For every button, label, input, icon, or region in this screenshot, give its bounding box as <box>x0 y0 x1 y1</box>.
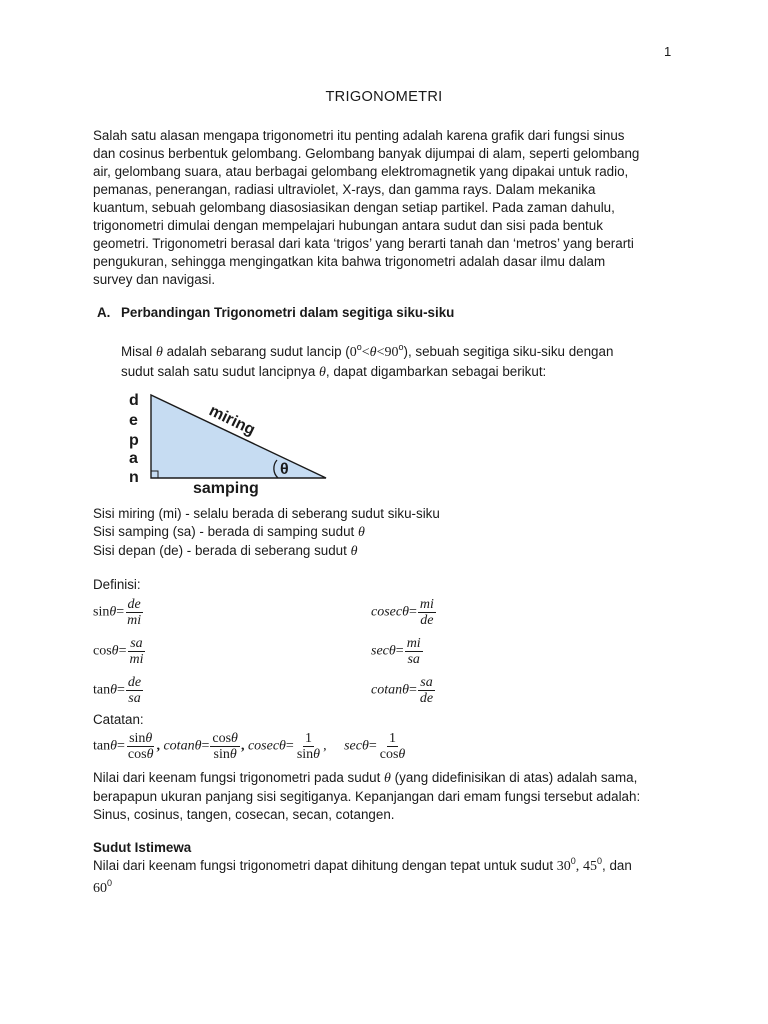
section-a-title: Perbandingan Trigonometri dalam segitiga siku-siku <box>121 305 455 320</box>
para-text: Nilai dari keenam fungsi trigonometri pada sudut <box>93 770 381 785</box>
depan-letter: n <box>129 469 139 486</box>
theta-symbol: θ <box>146 747 154 762</box>
degree: o <box>398 342 404 352</box>
misal-text: ), sebuah segitiga siku-siku dengan <box>403 344 614 359</box>
range-zero: 0 <box>349 345 357 360</box>
intro-line: Salah satu alasan mengapa trigonometri itu penting adalah karena grafik dari fungsi sinus <box>93 128 625 143</box>
denominator: mi <box>127 613 142 628</box>
fn-name: tan <box>93 738 111 754</box>
sec-definition: secθ= $\frac{mi}{sa}$ <box>371 636 421 667</box>
degree: 0 <box>597 856 603 866</box>
fn-name: sin <box>296 747 314 762</box>
definisi-label: Definisi: <box>93 577 141 592</box>
fraction <box>125 597 143 628</box>
theta-symbol: θ <box>357 525 365 540</box>
denominator: de <box>420 613 434 628</box>
fraction <box>405 636 423 667</box>
para-text: Nilai dari keenam fungsi trigonometri dapat dihitung dengan tepat untuk sudut <box>93 858 554 873</box>
numerator: 1 <box>304 731 312 746</box>
depan-letter: e <box>129 412 138 429</box>
theta-symbol: θ <box>110 738 117 754</box>
miring-label: miring <box>206 402 258 440</box>
sudut-istimewa-heading: Sudut Istimewa <box>93 840 192 855</box>
theta-symbol: θ <box>402 604 409 620</box>
fn-name: cos <box>379 747 399 762</box>
para-text: (yang didefinisikan di atas) adalah sama, <box>394 770 638 785</box>
theta-symbol: θ <box>155 345 163 360</box>
less-than: < <box>376 345 385 360</box>
theta-symbol: θ <box>388 643 396 659</box>
angle-60: 60 <box>93 881 107 896</box>
values-paragraph <box>93 769 640 824</box>
document-title: TRIGONOMETRI <box>325 89 443 105</box>
page-number: 1 <box>664 44 672 59</box>
cotan-definition: cotanθ= $\frac{sa}{de}$ <box>371 675 434 706</box>
theta-symbol: θ <box>194 738 202 754</box>
fn-name: cosec <box>247 738 280 754</box>
fn-name: cos <box>93 643 112 659</box>
intro-line: pemanas, penerangan, radiasi ultraviolet, X-rays, dan gamma rays. Dalam mekanika <box>93 182 596 197</box>
side-item: Sisi depan (de) - berada di seberang sudut <box>93 543 347 558</box>
numerator: mi <box>406 636 421 651</box>
cosec-definition: cosecθ= $\frac{mi}{de}$ <box>371 597 434 628</box>
intro-line: geometri. Trigonometri berasal dari kata ‘trigos’ yang berarti tanah dan ‘metros’ yang berarti <box>93 236 634 251</box>
intro-line: trigonometri dimulai dengan mempelajari hubungan antara sudut dan sisi pada bentuk <box>93 218 603 233</box>
theta-symbol: θ <box>350 544 358 559</box>
fraction <box>210 731 240 762</box>
theta-label: θ <box>280 461 289 478</box>
theta-symbol: θ <box>111 643 119 659</box>
comma: , <box>240 738 245 754</box>
intro-line: kuantum, sebuah gelombang diasosiasikan dengan setiap partikel. Pada zaman dahulu, <box>93 200 615 215</box>
degree: o <box>356 342 362 352</box>
less-than: < <box>361 345 370 360</box>
fraction <box>126 731 156 762</box>
denominator: sa <box>128 691 141 706</box>
theta-symbol: θ <box>313 747 321 762</box>
comma: , <box>575 859 580 874</box>
comma: , <box>323 738 327 754</box>
angle-30: 30 <box>556 859 571 874</box>
theta-symbol: θ <box>231 731 238 746</box>
theta-symbol: θ <box>229 747 237 762</box>
intro-line: dan cosinus berbentuk gelombang. Gelombang banyak dijumpai di alam, seperti gelombang <box>93 146 640 161</box>
misal-paragraph <box>121 342 613 382</box>
samping-label: samping <box>193 480 259 497</box>
fn-name: cosec <box>371 604 403 620</box>
theta-symbol: θ <box>384 771 391 786</box>
fn-name: sin <box>213 747 230 762</box>
angle-45: 45 <box>583 859 598 874</box>
degree: 0 <box>107 878 113 888</box>
numerator: de <box>127 675 142 690</box>
intro-paragraph <box>93 127 683 289</box>
fn-name: cotan <box>163 738 195 754</box>
tan-definition: tanθ= $\frac{de}{sa}$ <box>93 675 142 706</box>
fraction <box>418 675 435 706</box>
theta-symbol: θ <box>109 604 117 620</box>
fn-name: cos <box>127 747 147 762</box>
catatan-equations: tanθ= $\frac{\sin\theta}{\cos\theta}$ , cotanθ= $\frac{\cos\theta}{\sin\theta}$ , cosecθ= $\frac{1}{\sin\theta}$ , secθ= $\frac{1}{\cos\theta}$ <box>93 731 406 762</box>
depan-letter: a <box>129 450 138 467</box>
fraction <box>378 731 408 762</box>
fraction <box>295 731 322 762</box>
catatan-label: Catatan: <box>93 712 144 727</box>
fn-name: cos <box>212 731 232 746</box>
sides-list <box>93 505 440 561</box>
fn-name: sin <box>129 731 146 746</box>
numerator: sa <box>130 636 143 651</box>
numerator: sa <box>420 675 433 690</box>
para-text: Sinus, cosinus, tangen, cosecan, secan, cotangen. <box>93 807 395 822</box>
theta-symbol: θ <box>369 345 377 360</box>
theta-symbol: θ <box>402 682 409 698</box>
fraction <box>127 636 145 667</box>
fn-name: sec <box>344 738 362 754</box>
range-ninety: 90 <box>384 345 399 360</box>
intro-line: air, gelombang suara, atau berbagai gelombang elektromagnetik yang dipakai untuk radio, <box>93 164 629 179</box>
fn-name: cotan <box>371 682 403 698</box>
denominator: sa <box>407 652 420 667</box>
theta-symbol: θ <box>319 365 326 380</box>
misal-text: sudut salah satu sudut lancipnya <box>121 364 316 379</box>
theta-symbol: θ <box>398 747 406 762</box>
depan-letter: d <box>129 392 139 409</box>
fraction <box>418 597 436 628</box>
denominator: mi <box>129 652 144 667</box>
cos-definition: cosθ= $\frac{sa}{mi}$ <box>93 636 144 667</box>
section-a-letter: A. <box>97 305 111 320</box>
theta-symbol: θ <box>145 731 153 746</box>
degree: 0 <box>570 856 576 866</box>
misal-text: Misal <box>121 344 153 359</box>
triangle-shape <box>151 395 326 478</box>
misal-text: adalah sebarang sudut lancip ( <box>166 344 350 359</box>
para-text: berapapun ukuran panjang sisi segitiganya. Kepanjangan dari emam fungsi tersebut adalah: <box>93 789 641 804</box>
intro-line: survey dan navigasi. <box>93 272 216 287</box>
sudut-istimewa-line2 <box>93 880 112 897</box>
side-item: Sisi miring (mi) - selalu berada di seberang sudut siku-siku <box>93 506 440 521</box>
misal-text: , dapat digambarkan sebagai berikut: <box>325 364 547 379</box>
sin-definition: sinθ= $\frac{de}{mi}$ <box>93 597 142 628</box>
numerator: de <box>127 597 141 612</box>
theta-symbol: θ <box>279 738 286 754</box>
fn-name: tan <box>93 682 111 698</box>
right-triangle-diagram <box>120 385 350 500</box>
para-text: , dan <box>602 858 632 873</box>
numerator: mi <box>419 597 434 612</box>
comma: , <box>156 738 160 754</box>
theta-symbol: θ <box>361 738 369 754</box>
fraction <box>126 675 143 706</box>
fn-name: sin <box>93 604 110 620</box>
sudut-istimewa-line1 <box>93 858 632 875</box>
side-item: Sisi samping (sa) - berada di samping sudut <box>93 524 355 539</box>
numerator: 1 <box>389 731 397 746</box>
fn-name: sec <box>371 643 389 659</box>
theta-symbol: θ <box>110 682 117 698</box>
depan-letter: p <box>129 432 139 449</box>
intro-line: pengukuran, sehingga mengingatkan kita bahwa trigonometri adalah dasar ilmu dalam <box>93 254 606 269</box>
denominator: de <box>419 691 434 706</box>
